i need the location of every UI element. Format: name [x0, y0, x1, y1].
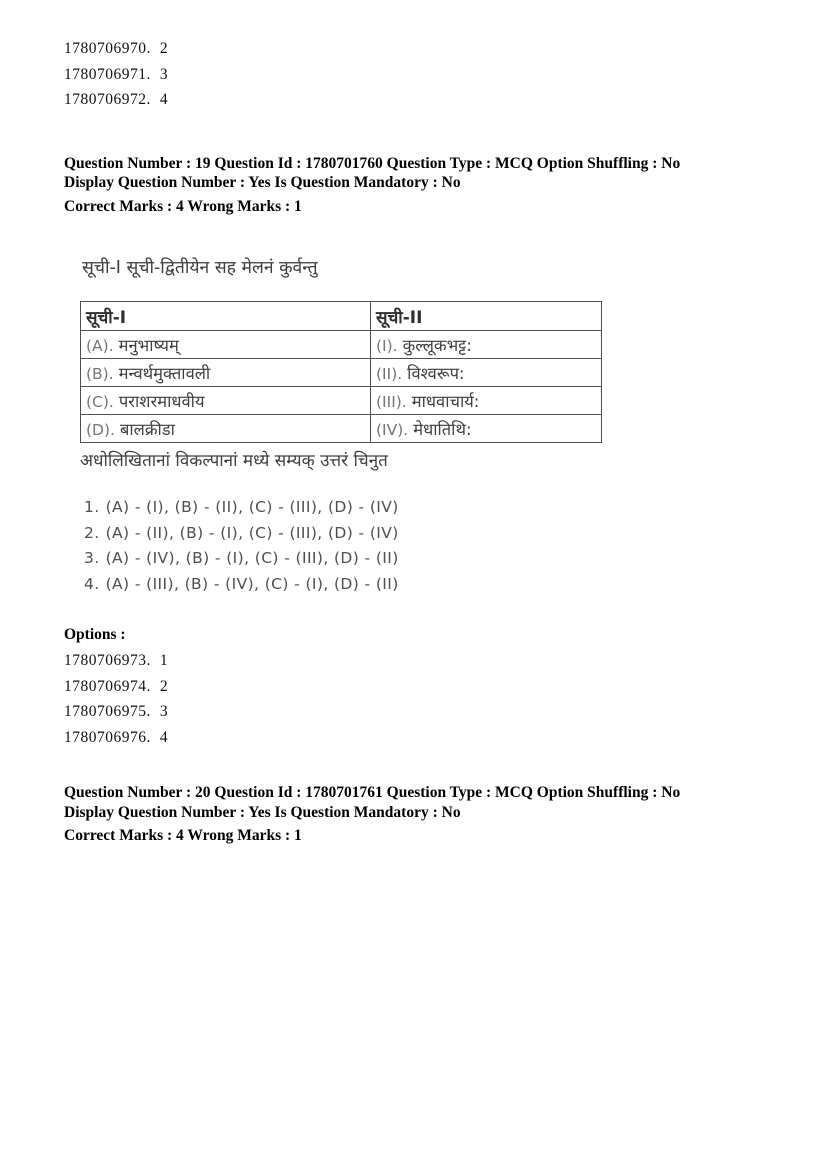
cell-text: मन्वर्थमुक्तावली	[118, 364, 211, 383]
option-value: 2	[159, 677, 168, 695]
match-table-cell	[81, 331, 371, 359]
option-id-line	[64, 62, 766, 88]
option-value: 4	[159, 728, 168, 746]
option-id: 1780706974.	[64, 677, 151, 695]
options-label: Options :	[64, 626, 126, 643]
cell-text: कुल्लूकभट्ट:	[402, 336, 472, 355]
cell-text: विश्वरूप:	[407, 364, 465, 383]
cell-prefix: (III).	[376, 393, 407, 411]
answer-option-list	[84, 495, 766, 597]
question-meta-line: Display Question Number : Yes Is Question Mandatory : No	[64, 174, 461, 191]
option-id: 1780706976.	[64, 728, 151, 746]
match-table-cell	[371, 387, 602, 415]
option-id: 1780706972.	[64, 91, 151, 108]
answer-option-text: (A) - (IV), (B) - (I), (C) - (III), (D) - (II)	[105, 549, 399, 567]
answer-option-2	[84, 521, 766, 547]
question-marks-line: Correct Marks : 4 Wrong Marks : 1	[64, 197, 302, 215]
cell-text: माधवाचार्य:	[411, 392, 480, 411]
cell-text: मेधातिथि:	[413, 420, 472, 439]
question-meta-line: Display Question Number : Yes Is Question Mandatory : No	[64, 803, 461, 821]
match-table-cell	[371, 359, 602, 387]
cell-prefix: (A).	[86, 337, 114, 355]
option-value: 3	[159, 65, 168, 83]
answer-option-1	[84, 495, 766, 521]
option-id: 1780706973.	[64, 652, 151, 669]
cell-text: मनुभाष्यम्	[118, 336, 179, 355]
answer-option-number: 1.	[84, 498, 100, 516]
answer-option-text: (A) - (III), (B) - (IV), (C) - (I), (D) - (II)	[105, 574, 399, 593]
match-table	[80, 301, 602, 443]
match-table-row	[81, 331, 602, 359]
question-marks-line: Correct Marks : 4 Wrong Marks : 1	[64, 827, 302, 844]
option-value: 1	[159, 652, 168, 669]
match-table-cell	[81, 415, 371, 443]
cell-prefix: (II).	[376, 365, 403, 383]
answer-option-number: 3.	[84, 549, 100, 567]
cell-prefix: (I).	[376, 337, 398, 355]
answer-option-3	[84, 546, 766, 572]
cell-text: पराशरमाधवीय	[118, 392, 205, 411]
option-id-line	[64, 699, 766, 725]
option-id: 1780706970.	[64, 40, 151, 57]
prev-question-option-id-list	[64, 36, 766, 113]
question-meta-line: Question Number : 20 Question Id : 1780701761 Question Type : MCQ Option Shuffling : No	[64, 784, 681, 801]
cell-prefix: (C).	[86, 393, 114, 411]
match-table-header-list1: सूची-I	[81, 302, 371, 331]
cell-prefix: (D).	[86, 421, 115, 439]
question-19-choose-line: अधोलिखितानां विकल्पानां मध्ये सम्यक् उत्तरं चिनुत	[80, 451, 388, 471]
answer-option-number: 4.	[84, 574, 100, 593]
answer-option-4	[84, 572, 766, 598]
option-id-line	[64, 725, 766, 751]
match-table-cell	[81, 387, 371, 415]
cell-text: बालक्रीडा	[119, 420, 175, 439]
match-table-cell	[371, 331, 602, 359]
question-meta-line: Question Number : 19 Question Id : 1780701760 Question Type : MCQ Option Shuffling : No	[64, 154, 681, 172]
cell-prefix: (IV).	[376, 421, 409, 439]
option-value: 4	[159, 91, 168, 108]
match-table-cell	[371, 415, 602, 443]
option-id-line	[64, 648, 766, 674]
match-table-header-row	[81, 302, 602, 331]
option-id: 1780706971.	[64, 65, 151, 83]
answer-option-text: (A) - (I), (B) - (II), (C) - (III), (D) - (IV)	[105, 498, 399, 516]
answer-option-number: 2.	[84, 523, 100, 542]
match-table-row	[81, 387, 602, 415]
option-id-line	[64, 36, 766, 62]
question-19-option-id-list	[64, 648, 766, 750]
option-id: 1780706975.	[64, 703, 151, 720]
match-table-header-list2: सूची-II	[371, 302, 602, 331]
question-19-instruction: सूची-I सूची-द्वितीयेन सह मेलनं कुर्वन्तु	[82, 258, 318, 278]
match-table-row	[81, 415, 602, 443]
question-19-meta	[64, 154, 766, 217]
answer-option-text: (A) - (II), (B) - (I), (C) - (III), (D) - (IV)	[105, 523, 399, 542]
option-value: 3	[159, 703, 168, 720]
question-20-meta	[64, 783, 766, 846]
option-id-line	[64, 674, 766, 700]
cell-prefix: (B).	[86, 365, 114, 383]
option-id-line	[64, 87, 766, 113]
option-value: 2	[159, 40, 168, 57]
match-table-cell	[81, 359, 371, 387]
match-table-row	[81, 359, 602, 387]
